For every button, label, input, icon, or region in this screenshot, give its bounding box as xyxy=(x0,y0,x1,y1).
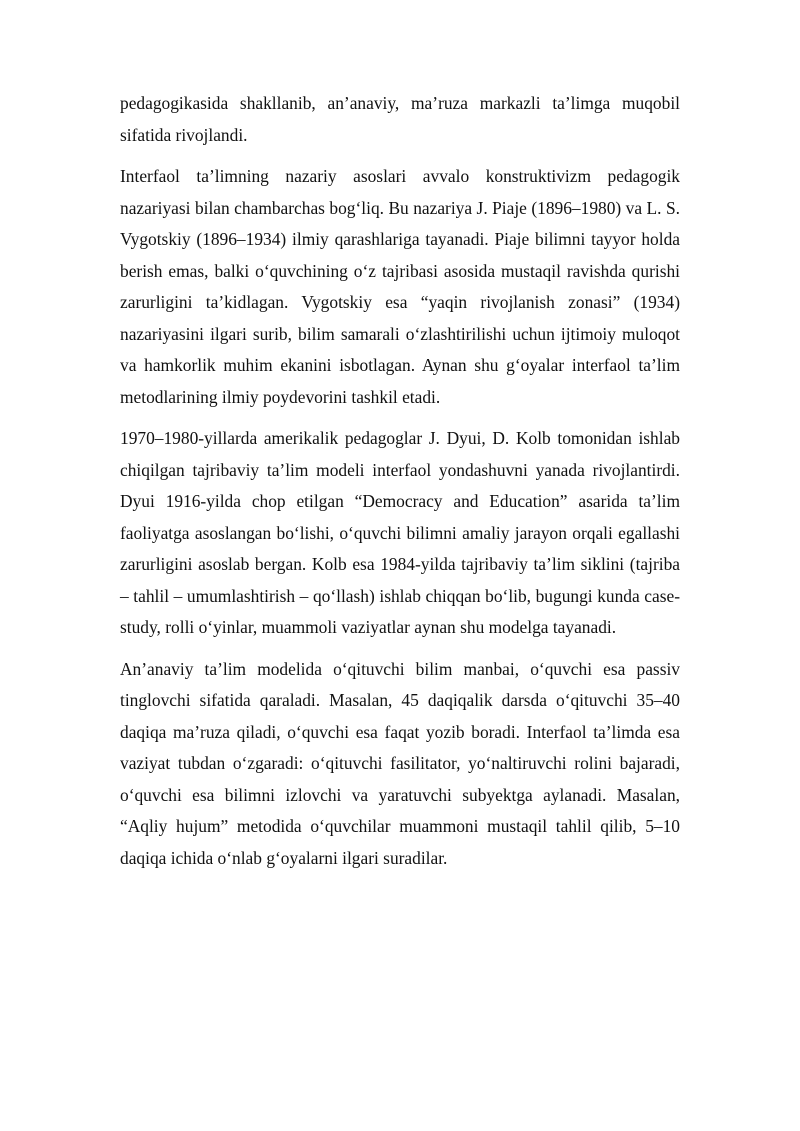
paragraph-1: pedagogikasida shakllanib, an’anaviy, ma’ruza markazli ta’limga muqobil sifatida rivojlandi. xyxy=(120,93,680,145)
paragraph-2: Interfaol ta’limning nazariy asoslari avvalo konstruktivizm pedagogik nazariyasi bilan chambarchas bog‘liq. Bu nazariya J. Piaje (1896–1980) va L. S. Vygotskiy (1896–1934) ilmiy qarashlariga tayanadi. Piaje bilimni tayyor holda berish emas, balki o‘quvchining o‘z tajribasi asosida mustaqil ravishda qurishi zarurligini ta’kidlagan. Vygotskiy esa “yaqin rivojlanish zonasi” (1934) nazariyasini ilgari surib, bilim samarali o‘zlashtirilishi uchun ijtimoiy muloqot va hamkorlik muhim ekanini isbotlagan. Aynan shu g‘oyalar interfaol ta’lim metodlarining ilmiy poydevorini tashkil etadi. xyxy=(120,166,680,407)
paragraph-3: 1970–1980-yillarda amerikalik pedagoglar J. Dyui, D. Kolb tomonidan ishlab chiqilgan tajribaviy ta’lim modeli interfaol yondashuvni yanada rivojlantirdi. Dyui 1916-yilda chop etilgan “Democracy and Education” asarida ta’lim faoliyatga asoslangan bo‘lishi, o‘quvchi bilimni amaliy jarayon orqali egallashi zarurligini asoslab bergan. Kolb esa 1984-yilda tajribaviy ta’lim siklini (tajriba – tahlil – umumlashtirish – qo‘llash) ishlab chiqqan bo‘lib, bugungi kunda case-study, rolli o‘yinlar, muammoli vaziyatlar aynan shu modelga tayanadi. xyxy=(120,428,680,637)
document-page xyxy=(120,88,680,884)
paragraph-4: An’anaviy ta’lim modelida o‘qituvchi bilim manbai, o‘quvchi esa passiv tinglovchi sifatida qaraladi. Masalan, 45 daqiqalik darsda o‘qituvchi 35–40 daqiqa ma’ruza qiladi, o‘quvchi esa faqat yozib boradi. Interfaol ta’limda esa vaziyat tubdan o‘zgaradi: o‘qituvchi fasilitator, yo‘naltiruvchi rolini bajaradi, o‘quvchi esa bilimni izlovchi va yaratuvchi subyektga aylanadi. Masalan, “Aqliy hujum” metodida o‘quvchilar muammoni mustaqil tahlil qilib, 5–10 daqiqa ichida o‘nlab g‘oyalarni ilgari suradilar. xyxy=(120,658,680,868)
